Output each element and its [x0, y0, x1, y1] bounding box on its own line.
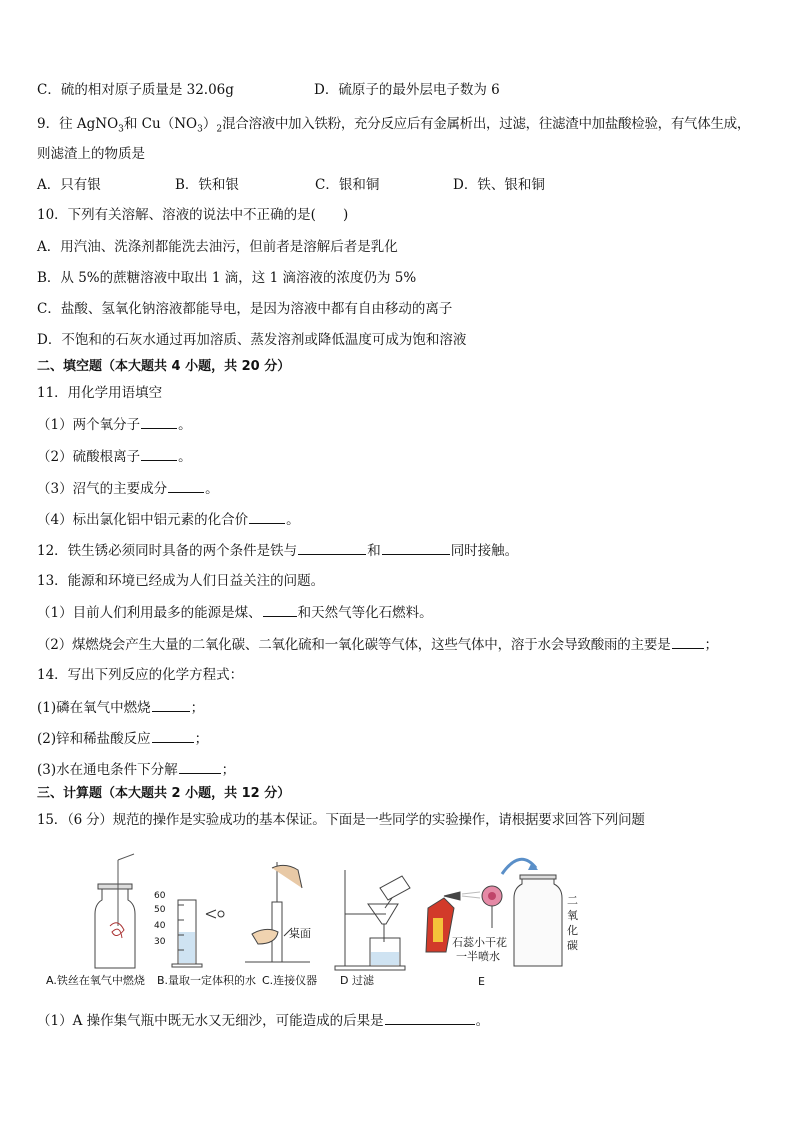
q11-part-1	[37, 414, 192, 435]
figure-label-e: E	[478, 975, 485, 988]
answer-blank[interactable]	[152, 697, 190, 712]
figure-label-c: C.连接仪器	[262, 974, 318, 987]
answer-blank[interactable]	[179, 759, 221, 774]
answer-blank[interactable]	[382, 540, 450, 555]
q14-part-3	[37, 759, 235, 780]
period: 。	[205, 481, 219, 497]
q9-stem	[37, 114, 750, 140]
q15-text: （1）A 操作集气瓶中既无水又无细沙，可能造成的后果是	[37, 1013, 384, 1029]
answer-blank[interactable]	[141, 414, 177, 429]
q11-part-2	[37, 446, 192, 467]
q13-part-1	[37, 602, 433, 623]
q15-text: 。	[475, 1013, 490, 1029]
q8-options	[37, 80, 234, 100]
q9-stem-part: 9．往 AgNO	[37, 116, 119, 132]
graduated-cylinder-icon	[172, 900, 224, 967]
period: 。	[178, 449, 192, 465]
q14-part-1	[37, 697, 204, 718]
answer-blank[interactable]	[168, 478, 204, 493]
answer-blank[interactable]	[249, 509, 285, 524]
figure-label-a: A.铁丝在氧气中燃烧	[46, 974, 145, 987]
q11-part-1-text: （1）两个氧分子	[37, 417, 141, 433]
q9-stem-part: 和 Cu（NO	[123, 116, 198, 132]
q12-text: 和	[367, 543, 381, 559]
q12-text: 同时接触。	[450, 543, 519, 559]
tick-30: 30	[154, 937, 166, 947]
q11-part-2-text: （2）硫酸根离子	[37, 449, 141, 465]
tick-60: 60	[154, 891, 166, 901]
q9-option-b: B．铁和银	[175, 177, 239, 193]
q12-text: 12．铁生锈必须同时具备的两个条件是铁与	[37, 543, 298, 559]
q11-part-3	[37, 478, 219, 499]
q14-text: (3)水在通电条件下分解	[37, 762, 178, 778]
flower-label-1: 石蕊小干花	[452, 936, 507, 949]
co2-char: 化	[567, 924, 578, 937]
q9-option-a: A．只有银	[37, 177, 101, 193]
answer-blank[interactable]	[298, 540, 366, 555]
q13-stem: 13．能源和环境已经成为人们日益关注的问题。	[37, 573, 325, 589]
answer-blank[interactable]	[672, 634, 704, 649]
q15-part-1	[37, 1010, 489, 1031]
q11-part-4	[37, 509, 300, 530]
q9-stem-part: ）	[202, 116, 217, 132]
q13-text: （2）煤燃烧会产生大量的二氧化碳、二氧化硫和一氧化碳等气体，这些气体中，溶于水会导致酸雨的主要是	[37, 637, 671, 653]
q9-option-d: D．铁、银和铜	[453, 177, 545, 193]
q11-part-3-text: （3）沼气的主要成分	[37, 481, 168, 497]
co2-char: 碳	[567, 939, 578, 952]
subscript: 3	[197, 124, 203, 135]
co2-char: 氧	[567, 909, 578, 922]
q13-text: 和天然气等化石燃料。	[297, 605, 433, 621]
q13-text: ；	[704, 637, 718, 653]
co2-char: 二	[567, 894, 578, 907]
subscript: 3	[118, 124, 124, 135]
figure-label-d: D 过滤	[340, 974, 374, 987]
answer-blank[interactable]	[263, 602, 297, 617]
answer-blank[interactable]	[152, 728, 194, 743]
q9-stem-line2: 则滤渣上的物质是	[37, 146, 145, 162]
q9-option-c: C．银和铜	[315, 177, 380, 193]
answer-blank[interactable]	[385, 1010, 475, 1025]
q14-text: (1)磷在氧气中燃烧	[37, 700, 151, 716]
q10-option-c: C．盐酸、氢氧化钠溶液都能导电，是因为溶液中都有自由移动的离子	[37, 301, 453, 317]
q14-text: (2)锌和稀盐酸反应	[37, 731, 151, 747]
semicolon: ；	[194, 731, 209, 747]
q9-stem-part: 混合溶液中加入铁粉，充分反应后有金属析出，过滤，往滤渣中加盐酸检验，有气体生成，	[222, 116, 751, 132]
tick-50: 50	[154, 905, 166, 915]
q15-stem: 15．（6 分）规范的操作是实验成功的基本保证。下面是一些同学的实验操作，请根据要求回答下列问题	[37, 812, 645, 828]
flower-label-2: 一半喷水	[456, 950, 500, 963]
co2-vertical-label	[567, 893, 579, 953]
desk-label: 桌面	[289, 927, 311, 940]
q14-stem: 14．写出下列反应的化学方程式：	[37, 667, 244, 683]
q13-text: （1）目前人们利用最多的能源是煤、	[37, 605, 262, 621]
answer-blank[interactable]	[141, 446, 177, 461]
tick-40: 40	[154, 921, 166, 931]
period: 。	[286, 512, 300, 528]
q11-stem: 11．用化学用语填空	[37, 385, 163, 401]
q14-part-2	[37, 728, 208, 749]
semicolon: ；	[221, 762, 236, 778]
q12	[37, 540, 518, 561]
period: 。	[178, 417, 192, 433]
semicolon: ；	[190, 700, 205, 716]
filtration-icon	[335, 870, 410, 970]
q13-part-2	[37, 634, 718, 655]
q10-option-b: B．从 5%的蔗糖溶液中取出 1 滴，这 1 滴溶液的浓度仍为 5%	[37, 270, 417, 286]
figure-label-b: B.量取一定体积的水	[157, 974, 257, 987]
section-2-heading: 二、填空题（本大题共 4 小题，共 20 分）	[37, 359, 291, 374]
q10-stem: 10．下列有关溶解、溶液的说法中不正确的是( )	[37, 207, 349, 223]
gas-jar-iron-wire-icon	[95, 854, 135, 968]
q8-option-c: C．硫的相对原子质量是 32.06g	[37, 82, 234, 98]
section-3-heading: 三、计算题（本大题共 2 小题，共 12 分）	[37, 786, 291, 801]
q10-option-a: A．用汽油、洗涤剂都能洗去油污，但前者是溶解后者是乳化	[37, 239, 398, 255]
connect-apparatus-icon	[245, 862, 310, 962]
subscript: 2	[216, 124, 223, 135]
q10-option-d: D．不饱和的石灰水通过再加溶质、蒸发溶剂或降低温度可成为饱和溶液	[37, 332, 467, 348]
q11-part-4-text: （4）标出氯化铝中铝元素的化合价	[37, 512, 249, 528]
q8-option-d: D．硫原子的最外层电子数为 6	[314, 82, 500, 98]
